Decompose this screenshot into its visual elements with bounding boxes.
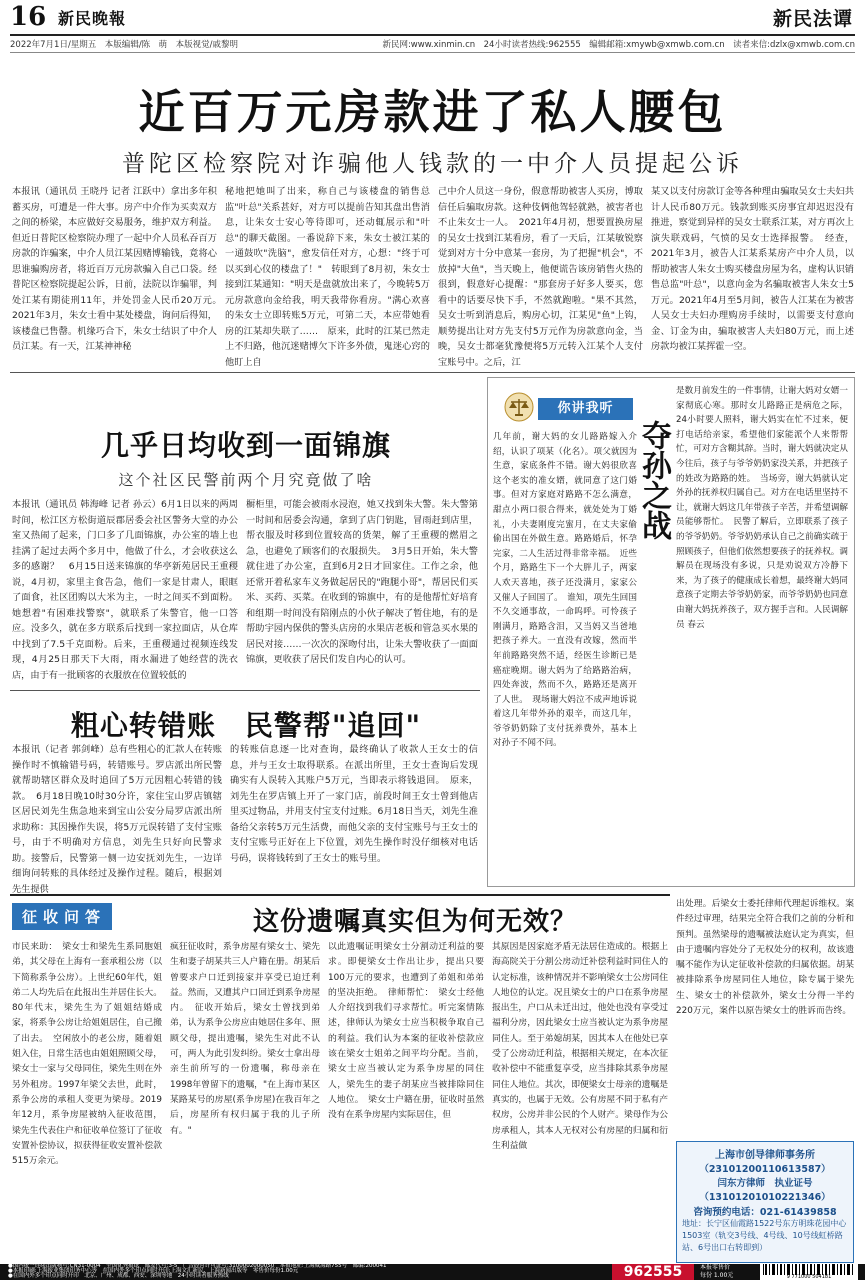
lawyer-name: 闫东方律师 执业证号	[717, 1178, 813, 1189]
lead-column-3: 己中介人员这一身份，假意帮助被害人买房，博取信任后骗取房款。这种伎俩他驾轻就熟，被害者也不止朱女士一人。 2021年4月初，想要置换房屋的吴女士找到江某看房，看了一天后，江某敏锐察觉到对方十分中意某一套房，为了把握"机会"，不放掉"大鱼"，当天晚上，他便谎告该房销售火热的很到，假意好心提醒："那套房子好多人要买，您看中的话要尽快下手，不然就跑啦。"果不其然，吴女士听到消息后，购房心切，江某见"鱼"上钩，顺势提出让对方先支付5万元作为房款意向金，当晚，吴女士都毫犹豫便将5万元转入江某个人支付宝账号中。之后，江	[438, 186, 643, 368]
consult-hotline: 咨询预约电话：021-61439858	[693, 1207, 837, 1218]
scales-of-justice-icon	[504, 392, 534, 422]
qa-column-1: 市民来助： 梁女士和梁先生系同胞姐弟，其父母在上海有一套承租公房（以下简称系争公房）。上世纪60年代，姐弟二人均先后在此报出生并居住长大。80年代末，梁先生为了姐姐结婚成家，将系争公房让给姐姐居住，自己搬了出去。 空闲放小的老公房，随着姐姐入住，日常生活也由姐姐照顾父母，梁女士一家与父母同住，梁先生则在外另外租房。1997年梁父去世，此时，系争公房的承租人变更为梁母。2019年12月，系争房屋被纳入征收范围，梁先生代表住户和征收单位签订了征收安置补偿协议，拟获得征收安置补偿款515万余元。	[12, 942, 162, 1167]
story3-headline: 粗心转错账 民警帮"追回"	[70, 709, 422, 742]
price-label: 本报零售价	[700, 1264, 731, 1271]
qa-top-rule	[10, 894, 670, 896]
story3-column-1: 本报讯（记者 郭剑峰）总有些粗心的汇款人在转账操作时不慎输错号码，转错账号。罗店派出所民警就帮助辖区群众及时追回了5万元因粗心转错的钱款。 6月18日晚10时30分许，家住宝山罗店镇辖区居民刘先生焦急地来到宝山公安分局罗店派出所求助称：其因操作失误，将5万元误转错了支付宝账号，由于不明确对方信息，刘先生只好向民警求助。接警后，民警第一侧一边安抚刘先生，一边详细询问转账的具体经过及操作过程。随后，根据刘先生提供	[12, 744, 222, 895]
qa-column-3: 以此遗嘱证明梁女士分割动迁利益的要求。即便梁女士作出让步，提出只要100万元的要求，也遭到了弟姐和弟弟的坚决拒绝。 律师帮忙： 梁女士经他人介绍找到我们寻求帮忙。听完案情陈述，律师认为梁女士应当积极争取自己的利益。我们认为本案的征收补偿款应该在梁女士姐弟之间平均分配。当前，梁女士应当被认定为系争房屋的同住人，梁先生的妻子胡某应当被排除同住人地位。 梁女士户籍在册，征收时虽然没有在系争房屋内实际居住，但	[328, 942, 484, 1121]
qa-label-badge	[12, 903, 112, 930]
qa-label: 征收问答	[12, 903, 112, 930]
dateline: 2022年7月1日/星期五 本版编辑/陈 萌 本版视觉/戚黎明	[10, 40, 239, 50]
column-label: 你讲我听	[538, 398, 633, 420]
barcode	[760, 1264, 858, 1280]
story2-bottom-rule	[10, 690, 480, 691]
lead-headline: 近百万元房款进了私人腰包	[138, 85, 727, 139]
header-rule-thin	[10, 52, 855, 53]
price-value: 每份 1.00元	[700, 1272, 734, 1279]
qa-column-2: 疯狂征收时，系争房屋有梁女士、梁先生和妻子胡某共三人户籍在册。胡某后曾要求户口迁到接家并享受已迫迁利益。然而，又遭其户口回迁到系争房屋内。 征收开始后，梁女士曾找到弟弟，认为系争公房应由她居住多年、照顾父母，提出遗嘱，梁先生对此不认可，两人为此引发纠纷。梁女士拿出母亲生前所写的一份遗嘱，称母亲在1998年曾留下的遗嘱，"在上海市某区某路某号的房屋(系争房屋)在我百年之后，房屋所有权归属于我的儿子所有。"	[170, 942, 320, 1136]
story3-column-2: 的转账信息逐一比对查询，最终确认了收款人王女士的信息，并与王女士取得联系。在派出所里，王女士查询后发现确实有人误转入其账户5万元，当即表示将钱退回。 原来，刘先生在罗店镇上开了一家门店，前段时间王女士曾到他店里买过物品，并用支付宝支付过账。6月18日当天，刘先生准备给父亲转5万元生活费，而他父亲的支付宝账号与王女士的支付宝账号正好在上下位置，刘先生操作时没仔细核对电话号码，误将钱转到了王女士的账号里。	[230, 744, 478, 864]
lead-column-4: 某又以支付房款订金等各种理由骗取吴女士夫妇共计人民币80万元。钱款到账买房事宜却迟迟没有推进，察觉到异样的吴女士联系江某，对方再次上演失联戏码，气愤的吴女士选择报警。 经查，2021年3月，被告人江某系某房产中介人员，以帮助被害人朱女士购买楼盘房屋为名，虚构认识销售总监"叶总"，以意向金为名骗取被害人朱女士5万元。2021年4月至5月间，被告人江某在为被害人吴女士夫妇办理购房手续时，以需要支付意向金、订金为由，骗取被害人夫妇80万元，而上述房款均被江某挥霍一空。	[651, 186, 854, 352]
column-box-text-1: 几年前，谢大妈的女儿路路嫁入介绍，认识了项某（化名）。项父就因为生意，家底条件不错。谢大妈很欣喜这个老实的准女婿，就同意了这门婚事。但对方家庭对路路不怎么满意，甜点小两口很合得来，就处处为丁婚礼，小夫妻刚度完蜜月，在丈夫家偷偷出国在外做生意。路路婚后，怀孕完家，二人生活过得非常幸福。 近些个月，路路生下一个大胖儿子，两家人欢天喜地，孩子还没满月，家家公又催人子回国了。 谁知，项先生回国不久交通事故，一命呜呼。可怜孩子刚满月，路路含泪，又当妈又当爸地把孩子养大。一直没有改嫁，然而半年前路路突然不适，经医生诊断已是癌症晚期。谢大妈为了给路路治病，四处奔波，然而不久，路路还是离开了人世。 现场谢大妈泣不成声地诉说着这几年带外孙的艰辛，而这几年，爷爷奶奶除了支付抚养费外，基本上对孙子不闻不问。	[493, 432, 637, 749]
lawyer-license: （13101201010221346）	[699, 1192, 831, 1203]
qa-headline: 这份遗嘱真实但为何无效？	[252, 907, 577, 937]
footer-line-3: ●在国内外多个印点同时开印 北京、广州、成都、西安、深圳等地 24小时读者服务热线	[8, 1273, 229, 1279]
law-firm-code: （23101200110613587）	[699, 1164, 831, 1175]
lead-column-1: 本报讯（通讯员 王晓丹 记者 江跃中）拿出多年积蓄买房，可遭是一件大事。房产中介作为买卖双方之间的桥梁，本应做好交易服务，维护双方利益。但近日普陀区检察院办理了一起中介人员私吞百万房款的诈骗案，中介人员江某因赌博输钱，竟将心思谁骗购房者，将近百万元房款骗入自己口袋。经普陀区检察院提起公诉，日前，法院以诈骗罪，判处江某有期徒刑11年，并处罚金人民币20万元。 2021年3月，朱女士看中某处楼盘，询问后得知，该楼盘已售罄。机缘巧合下，朱女士结识了中介人员江某。有一天，江某神神秘	[12, 186, 227, 352]
footer-line-1: ●国内统一连续出版物号:CN31-0004 全国优秀报纸 邮发代号:3-5 广告经营许可证号:3100002000050 本报地址:上海威海路755号 邮编:200041	[8, 1263, 387, 1269]
column-title: 夺孙之战	[636, 420, 671, 540]
qa-column-4: 其原因是因家庭矛盾无法居住造成的。根据上海高院关于分割公房动迁补偿利益时同住人的认定标准，该种情况并不影响梁女士公房同住人地位的认定。况且梁女士的户口在系争房屋报出生，户口从未迁出过，他处也没有享受过福利分房，因此梁女士应当被认定为系争房屋同住人。至于弟媳胡某，因其本人在他处已享受了公房动迁利益，根据相关规定，在本次征收补偿中不能重复享受，应当排除其系争房屋同住人地位。其次，即便梁女士母亲的遗嘱是真实的，也属于无效。公有房屋不同于私有产权房，公房并非公民的个人财产。梁母作为公房承租人，其本人无权对公有房屋的归属和衍生利益做	[492, 942, 668, 1151]
story2-subhead: 这个社区民警前两个月究竟做了啥	[118, 471, 374, 489]
lead-column-2: 秘地把她叫了出来，称自己与该楼盘的销售总监"叶总"关系甚好，对方可以提前告知其盘出售消息，让朱女士安心等待即可，还动辄展示和"叶总"的聊天截图。一番说辞下来，朱女士被江某的一通鼓吹"洗脑"，愈发信任对方，心想："终于可以买到心仪的楼盘了！" 转眼到了8月初，朱女士接到江某通知："明天是盘就放出来了，今晚转5万元房款意向金给我，明天我带你看房。"满心欢喜的朱女士立即转账5万元，可第二天，本应带她看房的江某却失联了…… 原来，此时的江某已然走上不归路，他沉迷赌博欠下许多外债，鬼迷心窍的他盯上自	[225, 186, 430, 368]
story2-column-2: 橱柜里，可能会被雨水浸泡，她又找到朱大警。朱大警第一时间和居委会沟通，拿到了店门钥匙，冒雨赶到店里，帮衣服及时移到位置较高的货架，解了王重稷的燃眉之急，也避免了顾客们的衣服损失。 3月5日开始，朱大警就住进了办公室，直到6月2日才回家住。工作之余，他还常开着私家车义务做起居民的"跑腿小哥"，帮居民们买米、买药、买菜。在收到的锦旗中，有的是他帮忙好培育和组期一时间没有陪刚点的小伙子解决了暂住地，有的是帮助宇园内保供的警头店房的水果店老板和管急买水果的居民对接……一次次的深吻付出，让朱大警收获了一面面锦旗，更收获了居民们发自内心的认可。	[246, 499, 478, 665]
law-firm-address: 地址：长宁区仙霞路1522号东方明珠花园中心1503室（轨交3号线、4号线、10号线虹桥路站、6号出口右转即到）	[682, 1219, 847, 1252]
paper-name-logo: 新民晚報	[58, 9, 127, 28]
barcode-number: 9 771000 504181	[786, 1274, 832, 1280]
lead-subhead: 普陀区检察院对诈骗他人钱款的一中介人员提起公诉	[122, 151, 743, 177]
story2-headline: 几乎日均收到一面锦旗	[100, 429, 391, 462]
footer-line-2: ●本报印刷:上海报业集团印务中心等 在国内外多个印点同时开印:上海文汇新民、上海新闻出版等 零售价每份1.00元	[8, 1268, 299, 1274]
section-title: 新民法谭	[772, 8, 853, 30]
header-rule	[10, 34, 855, 36]
qa-column-5: 出处理。后梁女士委托律师代理起诉维权。案件经过审理，结果完全符合我们之前的分析和预判。虽然梁母的遗嘱被法庭认定为真实，但由于遗嘱内容处分了无权处分的权利，故该遗嘱不能作为认定征收补偿款的归属依据。胡某被排除系争房屋同住人地位，除专属于梁先生、梁女士的补偿款外，梁女士分得一半约220万元，案件以原告梁女士的胜诉而告终。	[676, 899, 854, 1017]
footer-hotline: 962555	[612, 1264, 694, 1280]
law-firm-name: 上海市创导律师事务所	[715, 1150, 815, 1161]
contact-info: 新民网:www.xinmin.cn 24小时读者热线:962555 编辑邮箱:xmywb@xmwb.com.cn 读者来信:dzlx@xmwb.com.cn	[382, 40, 855, 50]
page-number: 16	[10, 2, 47, 32]
lead-bottom-rule	[10, 372, 855, 373]
story2-column-1: 本报讯（通讯员 韩海峰 记者 孙云）6月1日以来的两周时间，松江区方松街道辰郡居委会社区警务大堂的办公室又热闹了起来，门口多了几面锦旗，办公室的墙上也挂满了起过去两个多月中，他做了什么，才会收获这么多的感谢？ 6月15日送来锦旗的华亭新苑居民王重稷说，4月初，家里主食告急，他们一家是甘肃人，眼眶了面食，社区团购以大米为主，一时之间买不到面粉。她想着"有困难找警察"，就联系了朱警官，他一口答应。没多久，就在多方联系后找到一家拉面店，从仓库中找到了7.5千克面粉。后来，王重稷通过视频连线发现，4月25日那天下大雨，雨水漏进了她经营的洗衣店，由于有一批顾客的衣服放在位置较低的	[12, 499, 238, 681]
column-box-text-2: 是数月前发生的一件事情，让谢大妈对女婿一家彻底心寒。那时女儿路路正是病危之际，24小时要人照料，谢大妈实在忙不过来，便打电话给亲家，希望他们家能派个人来帮帮忙，可对方含糊其辞。当时，谢大妈就决定从今往后，孩子与爷爷奶奶家没关系，并把孩子的姓改为路路的姓。 当场旁，谢大妈就认定外孙的抚养权归属自己。对方在电话里坚持不让，就谢大妈这几年带孩子辛苦，并希望调解员能够帮忙。 民警了解后，立即联系了孩子的爷爷奶奶。爷爷奶奶承认自己之前确实疏于照顾孩子，但他们依然想要孩子的抚养权。调解员在现场没有多说，只是劝说双方冷静下来，为了孩子的健康成长着想，最终谢大妈同意孩子定期去爷爷奶奶家，而爷爷奶奶也同意由谢大妈抚养孩子，双方握手言和。人民调解员 春云	[676, 386, 848, 630]
